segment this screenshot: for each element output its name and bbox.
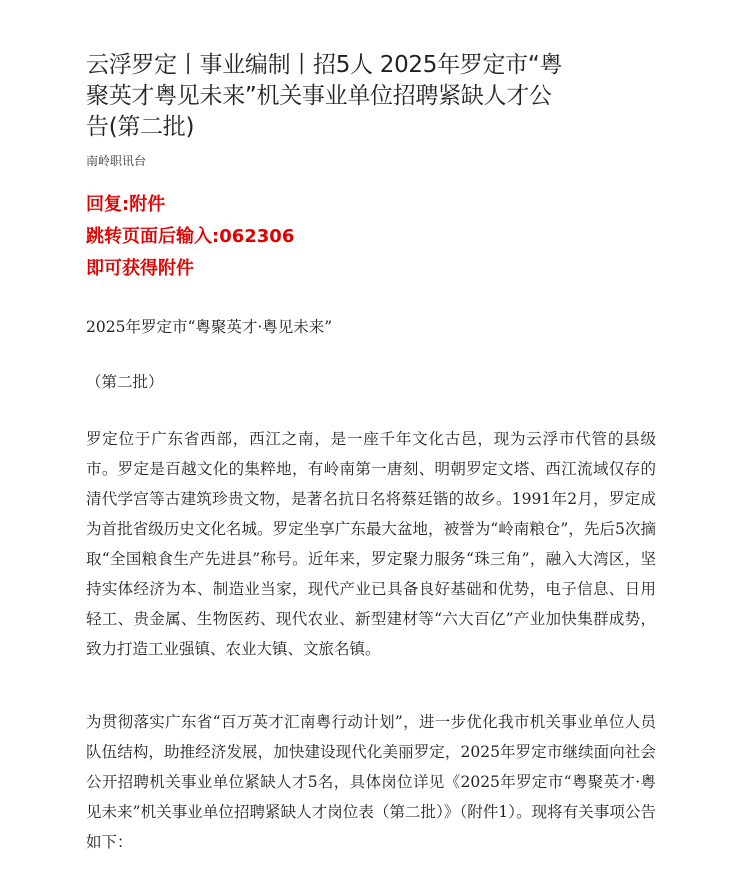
promo-line-code: 跳转页面后输入:062306 bbox=[86, 226, 295, 247]
content-batch: （第二批） bbox=[86, 373, 164, 391]
article-title: 云浮罗定丨事业编制丨招5人 2025年罗定市“粤聚英才粤见未来”机关事业单位招聘紧缺人才公告(第二批) bbox=[86, 52, 563, 140]
article-source[interactable]: 南岭职讯台 bbox=[86, 154, 147, 168]
content-heading: 2025年罗定市“粤聚英才·粤见未来” bbox=[86, 318, 333, 336]
promo-notice bbox=[86, 189, 294, 285]
promo-line-reply: 回复:附件 bbox=[86, 194, 166, 215]
promo-line-get: 即可获得附件 bbox=[86, 258, 194, 279]
purpose-paragraph: 为贯彻落实广东省“百万英才汇南粤行动计划”，进一步优化我市机关事业单位人员队伍结构，助推经济发展，加快建设现代化美丽罗定，2025年罗定市继续面向社会公开招聘机关事业单位紧缺人才5名，具体岗位详见《2025年罗定市“粤聚英才·粤见未来”机关事业单位招聘紧缺人才岗位表（第二批）》（附件1）。现将有关事项公告如下： bbox=[86, 713, 656, 851]
intro-paragraph: 罗定位于广东省西部，西江之南，是一座千年文化古邑，现为云浮市代管的县级市。罗定是百越文化的集粹地，有岭南第一唐刻、明朝罗定文塔、西江流域仅存的清代学宫等古建筑珍贵文物，是著名抗日名将蔡廷锴的故乡。1991年2月，罗定成为首批省级历史文化名城。罗定坐享广东最大盆地，被誉为“岭南粮仓”，先后5次摘取“全国粮食生产先进县”称号。近年来，罗定聚力服务“珠三角”，融入大湾区，坚持实体经济为本、制造业当家，现代产业已具备良好基础和优势，电子信息、日用轻工、贵金属、生物医药、现代农业、新型建材等“六大百亿”产业加快集群成势，致力打造工业强镇、农业大镇、文旅名镇。 bbox=[86, 430, 656, 658]
